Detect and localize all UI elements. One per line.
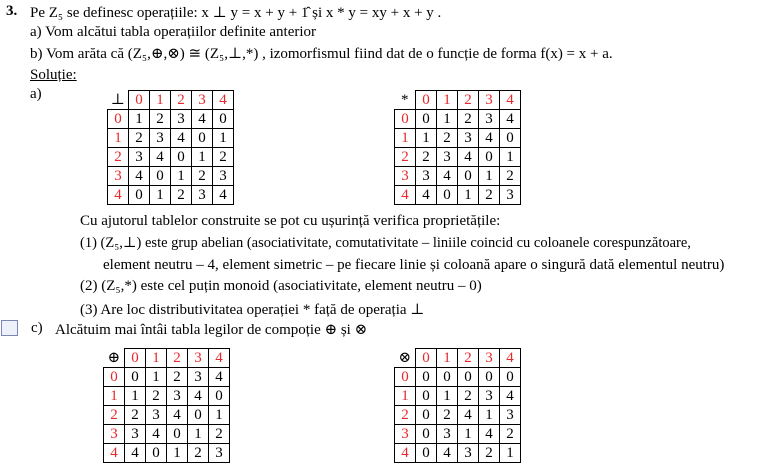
table-cell: 1: [479, 167, 500, 186]
column-header: 2: [458, 349, 479, 368]
solution-part-a-label: a): [30, 86, 42, 102]
table-cell: 4: [416, 186, 437, 205]
table-cell: 0: [213, 110, 234, 129]
table-row: [108, 110, 234, 129]
table-cell: 0: [416, 425, 437, 444]
table-cell: 4: [479, 129, 500, 148]
part-c-label: c): [31, 320, 43, 336]
table-cell: 1: [500, 444, 521, 463]
properties-intro: Cu ajutorul tablelor construite se pot cu ușurință verifica proprietățile:: [80, 213, 501, 229]
table-cell: 0: [129, 186, 150, 205]
property-1-line-1: (1) (Z₅,⊥) este grup abelian (asociativitate, comutativitate – liniile coincid cu coloanele corespunzătoare,: [80, 235, 691, 251]
column-header: 2: [171, 91, 192, 110]
table-row: [395, 368, 521, 387]
perp-operation-table: [107, 90, 234, 205]
table-header-row: [395, 91, 521, 110]
table-cell: 2: [500, 425, 521, 444]
table-cell: 0: [192, 129, 213, 148]
table-cell: 1: [171, 167, 192, 186]
table-cell: 4: [479, 425, 500, 444]
table-cell: 1: [129, 110, 150, 129]
table-cell: 3: [129, 148, 150, 167]
table-cell: 1: [125, 387, 146, 406]
table-cell: 4: [125, 444, 146, 463]
property-3: (3) Are loc distributivitatea operației * față de operația ⊥: [80, 302, 425, 318]
table-row: [395, 406, 521, 425]
table-cell: 2: [167, 368, 188, 387]
table-row: [108, 148, 234, 167]
table-cell: 0: [437, 368, 458, 387]
table-cell: 1: [416, 129, 437, 148]
table-cell: 3: [188, 368, 209, 387]
table-cell: 0: [171, 148, 192, 167]
table-row: [108, 186, 234, 205]
property-2: (2) (Z₅,*) este cel puțin monoid (asociativitate, element neutru – 0): [80, 278, 482, 294]
column-header: 1: [437, 349, 458, 368]
table-cell: 3: [125, 425, 146, 444]
table-row: [395, 387, 521, 406]
row-header: 0: [104, 368, 125, 387]
table-cell: 1: [188, 425, 209, 444]
table-header-row: [395, 349, 521, 368]
table-cell: 3: [500, 186, 521, 205]
table-cell: 2: [146, 387, 167, 406]
table-cell: 4: [171, 129, 192, 148]
table-cell: 0: [125, 368, 146, 387]
table-cell: 4: [209, 368, 230, 387]
table-cell: 0: [437, 186, 458, 205]
row-header: 0: [395, 368, 416, 387]
table-cell: 2: [188, 444, 209, 463]
table-row: [395, 110, 521, 129]
table-header-row: [104, 349, 230, 368]
table-cell: 0: [500, 129, 521, 148]
table-cell: 0: [146, 444, 167, 463]
table-cell: 2: [150, 110, 171, 129]
table-cell: 0: [416, 406, 437, 425]
table-row: [395, 167, 521, 186]
column-header: 2: [167, 349, 188, 368]
table-cell: 4: [150, 148, 171, 167]
column-header: 4: [213, 91, 234, 110]
table-cell: 1: [479, 406, 500, 425]
table-cell: 2: [192, 167, 213, 186]
column-header: 0: [416, 349, 437, 368]
table-cell: 3: [171, 110, 192, 129]
otimes-operation-table: [394, 348, 521, 463]
table-cell: 2: [479, 186, 500, 205]
table-cell: 4: [437, 167, 458, 186]
problem-statement: Pe Z₅ se definesc operațiile: x ⊥ y = x + y + 1̂ și x * y = xy + x + y .: [30, 5, 442, 21]
notepad-icon[interactable]: [1, 320, 18, 336]
part-c-text: Alcătuim mai întâi tabla legilor de compoție ⊕ și ⊗: [55, 322, 368, 338]
row-header: 1: [104, 387, 125, 406]
table-cell: 3: [146, 406, 167, 425]
row-header: 0: [108, 110, 129, 129]
column-header: 1: [146, 349, 167, 368]
table-cell: 3: [479, 387, 500, 406]
table-header-row: [108, 91, 234, 110]
table-row: [395, 129, 521, 148]
row-header: 0: [395, 110, 416, 129]
row-header: 1: [395, 387, 416, 406]
row-header: 2: [395, 406, 416, 425]
column-header: 4: [500, 91, 521, 110]
column-header: 1: [437, 91, 458, 110]
item-b-text: b) Vom arăta că (Z₅,⊕,⊗) ≅ (Z₅,⊥,*) , izomorfismul fiind dat de o funcție de forma f(x) = x + a.: [30, 46, 613, 62]
table-row: [104, 387, 230, 406]
row-header: 3: [395, 167, 416, 186]
table-cell: 2: [171, 186, 192, 205]
table-row: [395, 425, 521, 444]
operation-symbol: *: [401, 91, 409, 108]
table-cell: 0: [479, 368, 500, 387]
column-header: 0: [125, 349, 146, 368]
table-cell: 1: [146, 368, 167, 387]
table-cell: 3: [213, 167, 234, 186]
solution-title: Soluție:: [30, 67, 77, 83]
table-cell: 2: [213, 148, 234, 167]
table-cell: 2: [458, 110, 479, 129]
table-cell: 2: [437, 129, 458, 148]
row-header: 2: [104, 406, 125, 425]
row-header: 3: [104, 425, 125, 444]
oplus-operation-table: [103, 348, 230, 463]
table-cell: 4: [146, 425, 167, 444]
table-cell: 3: [500, 406, 521, 425]
table-cell: 0: [167, 425, 188, 444]
row-header: 4: [395, 444, 416, 463]
table-cell: 4: [437, 444, 458, 463]
table-cell: 3: [479, 110, 500, 129]
row-header: 1: [108, 129, 129, 148]
table-cell: 0: [188, 406, 209, 425]
table-cell: 2: [500, 167, 521, 186]
table-cell: 2: [437, 406, 458, 425]
table-cell: 0: [458, 368, 479, 387]
table-cell: 4: [458, 406, 479, 425]
column-header: 3: [479, 91, 500, 110]
row-header: 4: [108, 186, 129, 205]
table-row: [395, 148, 521, 167]
table-cell: 3: [167, 387, 188, 406]
table-cell: 0: [150, 167, 171, 186]
table-cell: 4: [192, 110, 213, 129]
table-cell: 1: [167, 444, 188, 463]
column-header: 0: [129, 91, 150, 110]
table-cell: 2: [479, 444, 500, 463]
table-cell: 2: [209, 425, 230, 444]
problem-number: 3.: [6, 3, 18, 19]
table-cell: 1: [437, 110, 458, 129]
table-cell: 0: [416, 387, 437, 406]
property-1-line-2: element neutru – 4, element simetric – pe fiecare linie și coloană apare o singură dată elementul neutru): [103, 257, 725, 273]
table-row: [108, 167, 234, 186]
column-header: 0: [416, 91, 437, 110]
table-cell: 3: [458, 444, 479, 463]
table-cell: 1: [458, 425, 479, 444]
table-cell: 1: [437, 387, 458, 406]
operation-symbol: ⊗: [398, 349, 412, 366]
table-cell: 0: [479, 148, 500, 167]
star-operation-table: [394, 90, 521, 205]
table-cell: 4: [213, 186, 234, 205]
row-header: 3: [108, 167, 129, 186]
table-cell: 4: [458, 148, 479, 167]
operation-symbol: ⊥: [110, 91, 125, 108]
table-cell: 1: [192, 148, 213, 167]
table-cell: 3: [209, 444, 230, 463]
table-cell: 3: [437, 425, 458, 444]
column-header: 2: [458, 91, 479, 110]
table-cell: 2: [129, 129, 150, 148]
column-header: 4: [500, 349, 521, 368]
table-cell: 0: [209, 387, 230, 406]
table-cell: 3: [192, 186, 213, 205]
row-header: 2: [395, 148, 416, 167]
row-header: 1: [395, 129, 416, 148]
table-cell: 2: [416, 148, 437, 167]
table-cell: 0: [416, 444, 437, 463]
table-cell: 0: [458, 167, 479, 186]
column-header: 3: [192, 91, 213, 110]
table-row: [104, 368, 230, 387]
column-header: 3: [479, 349, 500, 368]
item-a-text: a) Vom alcătui tabla operațiilor definite anterior: [30, 24, 317, 40]
table-cell: 0: [416, 368, 437, 387]
row-header: 4: [395, 186, 416, 205]
table-cell: 1: [209, 406, 230, 425]
table-cell: 1: [213, 129, 234, 148]
table-cell: 1: [150, 186, 171, 205]
table-row: [108, 129, 234, 148]
table-cell: 4: [167, 406, 188, 425]
column-header: 3: [188, 349, 209, 368]
table-row: [395, 186, 521, 205]
column-header: 4: [209, 349, 230, 368]
table-row: [104, 425, 230, 444]
table-cell: 4: [129, 167, 150, 186]
table-cell: 3: [416, 167, 437, 186]
table-cell: 0: [416, 110, 437, 129]
table-cell: 4: [500, 387, 521, 406]
table-cell: 1: [458, 186, 479, 205]
table-row: [104, 444, 230, 463]
table-cell: 4: [188, 387, 209, 406]
row-header: 3: [395, 425, 416, 444]
operation-symbol: ⊕: [107, 349, 121, 366]
table-cell: 0: [500, 368, 521, 387]
table-cell: 3: [437, 148, 458, 167]
table-row: [395, 444, 521, 463]
table-cell: 3: [150, 129, 171, 148]
table-cell: 2: [125, 406, 146, 425]
table-cell: 2: [458, 387, 479, 406]
row-header: 4: [104, 444, 125, 463]
column-header: 1: [150, 91, 171, 110]
table-row: [104, 406, 230, 425]
row-header: 2: [108, 148, 129, 167]
table-cell: 3: [458, 129, 479, 148]
table-cell: 1: [500, 148, 521, 167]
table-cell: 4: [500, 110, 521, 129]
